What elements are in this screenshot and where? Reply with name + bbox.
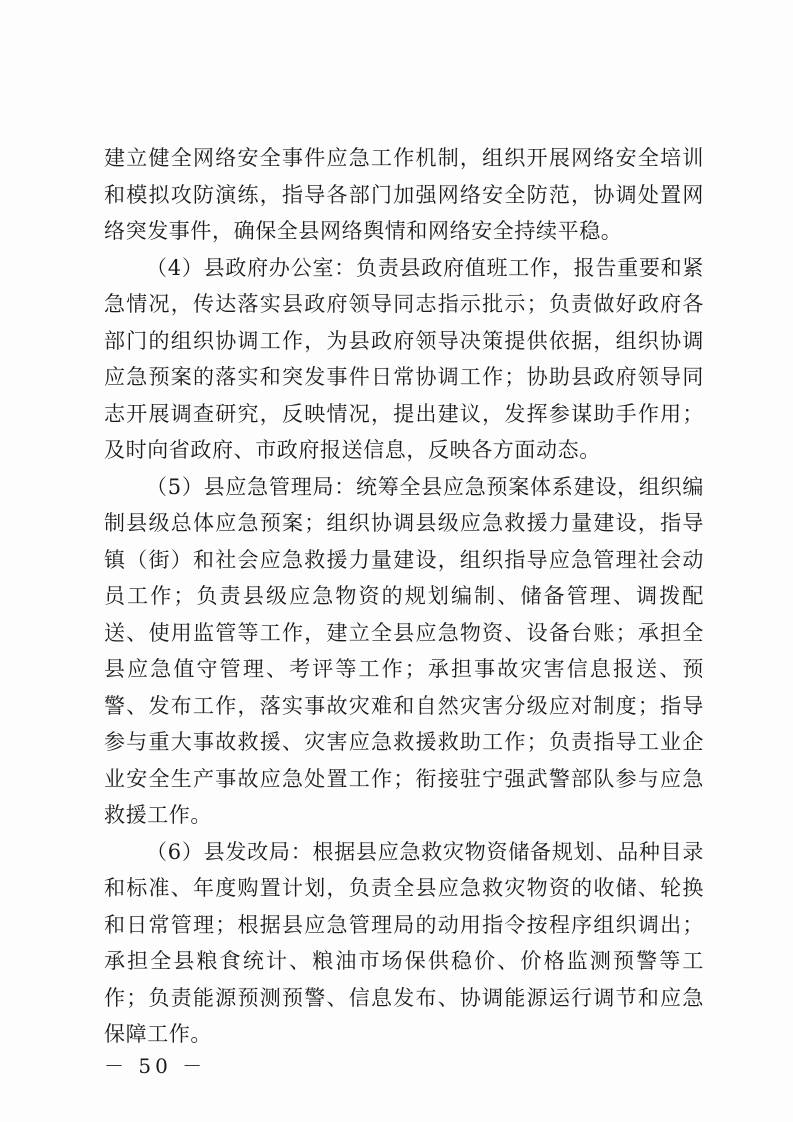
paragraph-continuation: 建立健全网络安全事件应急工作机制，组织开展网络安全培训和模拟攻防演练，指导各部门加强网络安全防范，协调处置网络突发事件，确保全县网络舆情和网络安全持续平稳。 [104,146,704,243]
paragraph-county-government-office: （4）县政府办公室：负责县政府值班工作，报告重要和紧急情况，传达落实县政府领导同志指示批示；负责做好政府各部门的组织协调工作，为县政府领导决策提供依据，组织协调应急预案的落实和突发事件日常协调工作；协助县政府领导同志开展调查研究，反映情况，提出建议，发挥参谋助手作用；及时向省政府、市政府报送信息，反映各方面动态。 [104,255,704,462]
paragraph-emergency-management-bureau: （5）县应急管理局：统筹全县应急预案体系建设，组织编制县级总体应急预案；组织协调县级应急救援力量建设，指导镇（街）和社会应急救援力量建设，组织指导应急管理社会动员工作；负责县级应急物资的规划编制、储备管理、调拨配送、使用监管等工作，建立全县应急物资、设备台账；承担全县应急值守管理、考评等工作；承担事故灾害信息报送、预警、发布工作，落实事故灾难和自然灾害分级应对制度；指导参与重大事故救援、灾害应急救援救助工作；负责指导工业企业安全生产事故应急处置工作；衔接驻宁强武警部队参与应急救援工作。 [104,474,704,827]
page-number: － 50 － [104,1054,207,1078]
paragraph-development-reform-bureau: （6）县发改局：根据县应急救灾物资储备规划、品种目录和标准、年度购置计划，负责全县应急救灾物资的收储、轮换和日常管理；根据县应急管理局的动用指令按程序组织调出；承担全县粮食统计、粮油市场保供稳价、价格监测预警等工作；负责能源预测预警、信息发布、协调能源运行调节和应急保障工作。 [104,839,704,1046]
body-text [104,140,704,1053]
